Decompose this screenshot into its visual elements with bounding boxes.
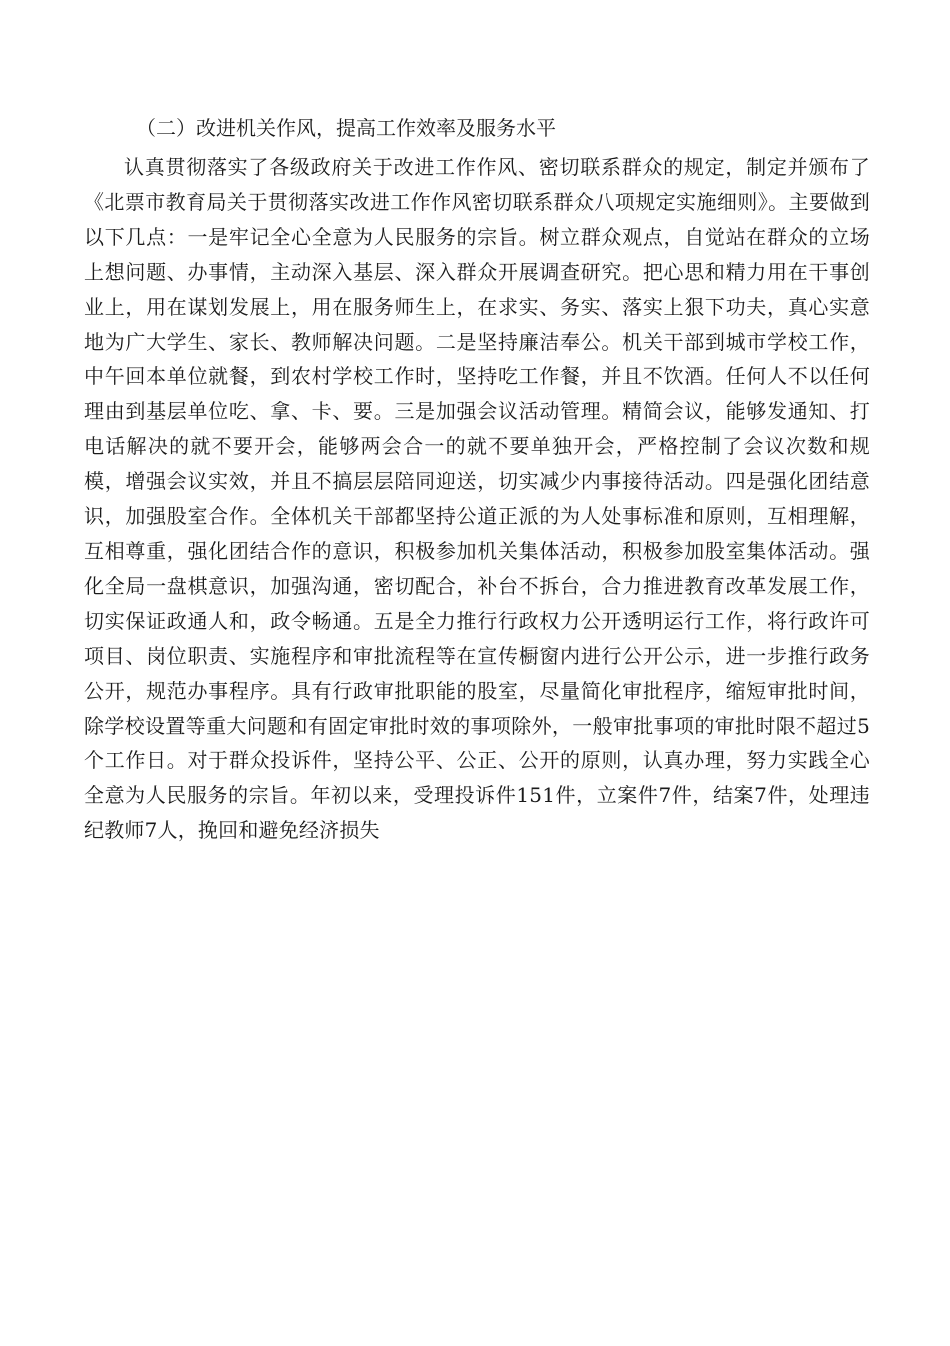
body-paragraph: 认真贯彻落实了各级政府关于改进工作作风、密切联系群众的规定，制定并颁布了《北票市教育局关于贯彻落实改进工作作风密切联系群众八项规定实施细则》。主要做到以下几点：一是牢记全心全意为人民服务的宗旨。树立群众观点，自觉站在群众的立场上想问题、办事情，主动深入基层、深入群众开展调查研究。把心思和精力用在干事创业上，用在谋划发展上，用在服务师生上，在求实、务实、落实上狠下功夫，真心实意地为广大学生、家长、教师解决问题。二是坚持廉洁奉公。机关干部到城市学校工作，中午回本单位就餐，到农村学校工作时，坚持吃工作餐，并且不饮酒。任何人不以任何理由到基层单位吃、拿、卡、要。三是加强会议活动管理。精简会议，能够发通知、打电话解决的就不要开会，能够两会合一的就不要单独开会，严格控制了会议次数和规模，增强会议实效，并且不搞层层陪同迎送，切实减少内事接待活动。四是强化团结意识，加强股室合作。全体机关干部都坚持公道正派的为人处事标准和原则，互相理解，互相尊重，强化团结合作的意识，积极参加机关集体活动，积极参加股室集体活动。强化全局一盘棋意识，加强沟通，密切配合，补台不拆台，合力推进教育改革发展工作，切实保证政通人和，政令畅通。五是全力推行行政权力公开透明运行工作，将行政许可项目、岗位职责、实施程序和审批流程等在宣传橱窗内进行公开公示，进一步推行政务公开，规范办事程序。具有行政审批职能的股室，尽量简化审批程序，缩短审批时间，除学校设置等重大问题和有固定审批时效的事项除外，一般审批事项的审批时限不超过5个工作日。对于群众投诉件，坚持公平、公正、公开的原则，认真办理，努力实践全心全意为人民服务的宗旨。年初以来，受理投诉件151件，立案件7件，结案7件，处理违纪教师7人，挽回和避免经济损失: [84, 155, 870, 843]
document-content: [84, 108, 870, 848]
section-heading: （二）改进机关作风，提高工作效率及服务水平: [136, 116, 556, 140]
